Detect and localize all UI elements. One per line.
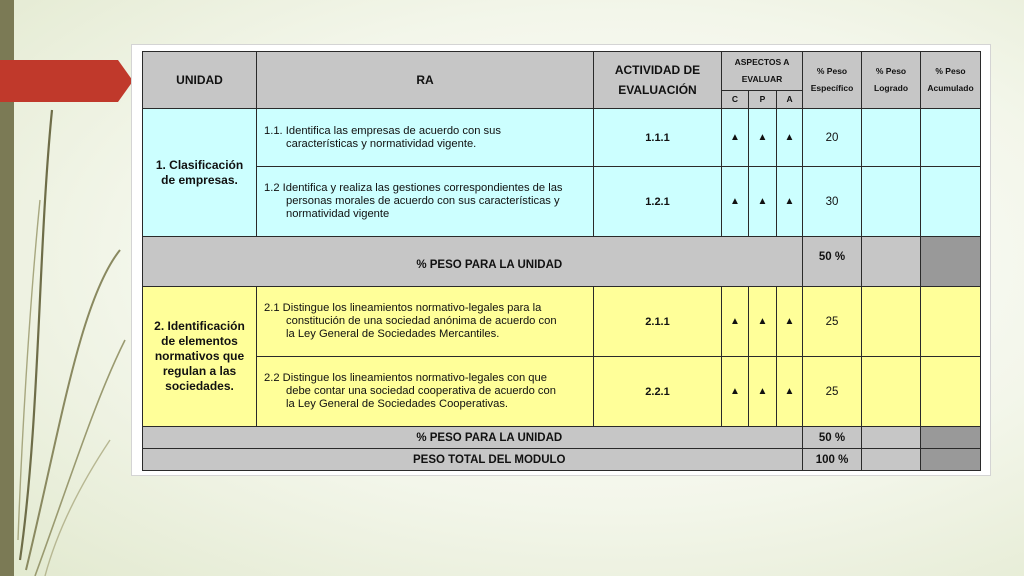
activity-code: 1.2.1 (594, 167, 722, 237)
header-c: C (722, 91, 749, 109)
table-row (143, 357, 981, 427)
header-actividad: ACTIVIDAD DE EVALUACIÓN (594, 52, 722, 109)
mark-p: ▲ (749, 109, 777, 167)
header-peso-acumulado (921, 52, 981, 109)
ra-cell (257, 357, 594, 427)
header-aspectos-line2: EVALUAR (741, 74, 783, 84)
table-row (143, 287, 981, 357)
unit-summary-value: 50 % (803, 237, 862, 287)
mark-p: ▲ (749, 287, 777, 357)
activity-code: 2.2.1 (594, 357, 722, 427)
peso-especifico: 25 (803, 357, 862, 427)
peso-logrado-cell (862, 109, 921, 167)
unit-summary-row (143, 427, 981, 449)
header-peso-especifico-line1: % Peso (816, 66, 848, 76)
mark-a: ▲ (777, 109, 803, 167)
header-ra: RA (257, 52, 594, 109)
header-unidad: UNIDAD (143, 52, 257, 109)
peso-acumulado-cell (921, 167, 981, 237)
header-peso-especifico (803, 52, 862, 109)
ra-line: la Ley General de Sociedades Cooperativas. (286, 398, 509, 410)
table-row (143, 109, 981, 167)
ra-cell (257, 287, 594, 357)
header-peso-acumulado-line2: Acumulado (927, 83, 974, 93)
peso-especifico: 30 (803, 167, 862, 237)
header-peso-logrado (862, 52, 921, 109)
ra-line: 1.1. Identifica las empresas de acuerdo con sus (264, 124, 501, 137)
unit-summary-row (143, 237, 981, 287)
ra-cell (257, 109, 594, 167)
ra-line: 2.1 Distingue los lineamientos normativo-legales para la (264, 302, 542, 314)
summary-acumulado-cell (921, 427, 981, 449)
mark-a: ▲ (777, 167, 803, 237)
mark-a: ▲ (777, 357, 803, 427)
summary-acumulado-cell (921, 237, 981, 287)
peso-logrado-cell (862, 287, 921, 357)
ra-line: características y normatividad vigente. (286, 137, 477, 150)
evaluation-table (142, 51, 981, 471)
ra-line: debe contar una sociedad cooperativa de acuerdo con (286, 385, 556, 397)
peso-especifico: 20 (803, 109, 862, 167)
total-row (143, 449, 981, 471)
peso-especifico: 25 (803, 287, 862, 357)
header-peso-logrado-line2: Logrado (874, 83, 909, 93)
unit-summary-label: % PESO PARA LA UNIDAD (257, 237, 803, 287)
peso-acumulado-cell (921, 287, 981, 357)
header-aspectos (722, 52, 803, 91)
mark-p: ▲ (749, 167, 777, 237)
activity-code: 1.1.1 (594, 109, 722, 167)
title-marker-tab (0, 60, 133, 102)
ra-line: constitución de una sociedad anónima de acuerdo con (286, 315, 557, 327)
peso-logrado-cell (862, 357, 921, 427)
total-blank-cell (143, 449, 257, 471)
peso-acumulado-cell (921, 109, 981, 167)
mark-c: ▲ (722, 167, 749, 237)
ra-line: la Ley General de Sociedades Mercantiles. (286, 328, 500, 340)
header-peso-logrado-line1: % Peso (875, 66, 907, 76)
total-label: PESO TOTAL DEL MODULO (257, 449, 803, 471)
activity-code: 2.1.1 (594, 287, 722, 357)
unit-name: 1. Clasificación de empresas. (143, 109, 257, 237)
header-peso-acumulado-line1: % Peso (935, 66, 966, 76)
total-acumulado-cell (921, 449, 981, 471)
total-value: 100 % (803, 449, 862, 471)
evaluation-table-image (131, 44, 991, 476)
ra-line: 1.2 Identifica y realiza las gestiones correspondientes de las (264, 182, 563, 194)
mark-p: ▲ (749, 357, 777, 427)
header-a: A (777, 91, 803, 109)
mark-c: ▲ (722, 109, 749, 167)
summary-blank-cell (143, 237, 257, 287)
summary-logrado-cell (862, 237, 921, 287)
header-aspectos-line1: ASPECTOS A (734, 57, 790, 67)
header-p: P (749, 91, 777, 109)
peso-acumulado-cell (921, 357, 981, 427)
total-logrado-cell (862, 449, 921, 471)
table-row (143, 167, 981, 237)
ra-line: 2.2 Distingue los lineamientos normativo-legales con que (264, 372, 547, 384)
mark-c: ▲ (722, 357, 749, 427)
mark-a: ▲ (777, 287, 803, 357)
unit-summary-label: % PESO PARA LA UNIDAD (257, 427, 803, 449)
ra-cell (257, 167, 594, 237)
mark-c: ▲ (722, 287, 749, 357)
summary-blank-cell (143, 427, 257, 449)
ra-line: personas morales de acuerdo con sus características y (286, 195, 560, 207)
summary-logrado-cell (862, 427, 921, 449)
ra-line: normatividad vigente (286, 208, 390, 220)
peso-logrado-cell (862, 167, 921, 237)
header-peso-especifico-line2: Específico (810, 83, 854, 93)
unit-name: 2. Identificación de elementos normativos que regulan a las sociedades. (143, 287, 257, 427)
unit-summary-value: 50 % (803, 427, 862, 449)
